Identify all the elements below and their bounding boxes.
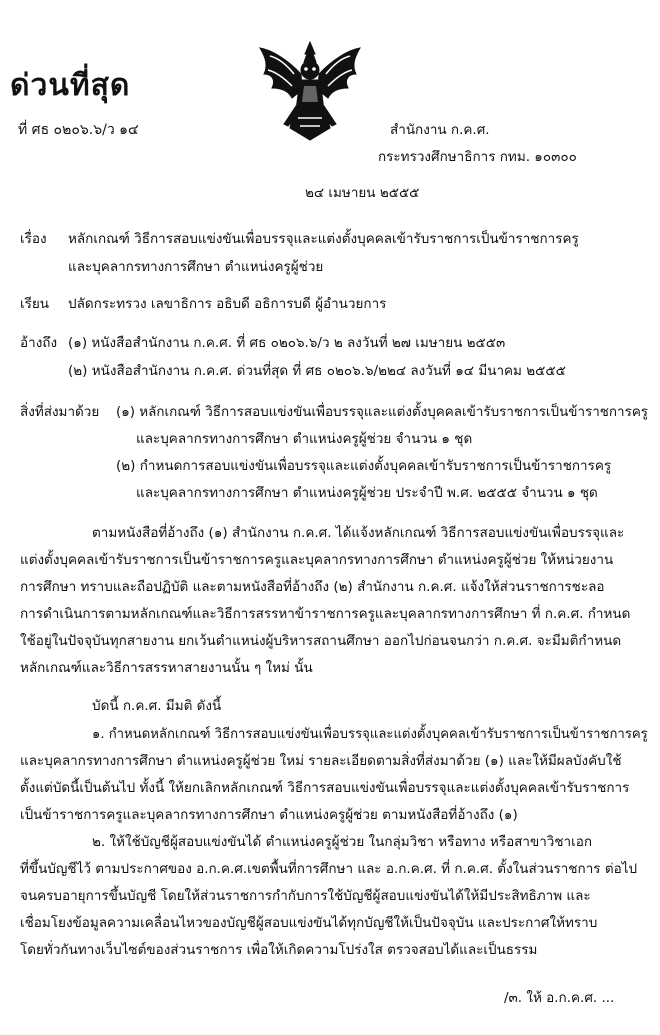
reference-item-2: (๒) หนังสือสำนักงาน ก.ค.ศ. ด่วนที่สุด ที่ ศธ ๐๒๐๖.๖/๒๒๔ ลงวันที่ ๑๔ มีนาคม ๒๕๕๕ [68, 363, 566, 379]
document-number: ที่ ศธ ๐๒๐๖.๖/ว ๑๔ [18, 122, 139, 138]
enclosure-item-1-line-1: (๑) หลักเกณฑ์ วิธีการสอบแข่งขันเพื่อบรรจุและแต่งตั้งบุคคลเข้ารับราชการเป็นข้าราชการครู [116, 404, 649, 420]
office-address: กระทรวงศึกษาธิการ กทม. ๑๐๓๐๐ [378, 149, 577, 165]
page-continuation: /๓. ให้ อ.ก.ค.ศ. ... [504, 990, 615, 1006]
item1-line-2: และบุคลากรทางการศึกษา ตำแหน่งครูผู้ช่วย ใหม่ รายละเอียดตามสิ่งที่ส่งมาด้วย (๑) และให้มีผลบังคับใช้ [20, 753, 622, 769]
enclosure-item-2-line-2: และบุคลากรทางการศึกษา ตำแหน่งครูผู้ช่วย ประจำปี พ.ศ. ๒๕๕๕ จำนวน ๑ ชุด [136, 485, 598, 501]
body-para1-line-4: การดำเนินการตามหลักเกณฑ์และวิธีการสรรหาข้าราชการครูและบุคลากรทางการศึกษา ที่ ก.ค.ศ. กำหนด [20, 606, 631, 622]
item2-line-3: จนครบอายุการขึ้นบัญชี โดยให้ส่วนราชการกำกับการใช้บัญชีผู้สอบแข่งขันได้ให้มีประสิทธิภาพ และ [20, 888, 591, 904]
item1-line-1: ๑. กำหนดหลักเกณฑ์ วิธีการสอบแข่งขันเพื่อบรรจุและแต่งตั้งบุคคลเข้ารับราชการเป็นข้าราชการครู [92, 726, 648, 742]
urgency-stamp: ด่วนที่สุด [10, 68, 131, 103]
item2-line-2: ที่ขึ้นบัญชีไว้ ตามประกาศของ อ.ก.ค.ศ.เขตพื้นที่การศึกษา และ อ.ก.ค.ศ. ที่ ก.ค.ศ. ตั้งในส่วนราชการ ต่อไป [20, 861, 638, 877]
enclosure-item-1-line-2: และบุคลากรทางการศึกษา ตำแหน่งครูผู้ช่วย จำนวน ๑ ชุด [136, 431, 473, 447]
body-para1-line-1: ตามหนังสือที่อ้างถึง (๑) สำนักงาน ก.ค.ศ. ได้แจ้งหลักเกณฑ์ วิธีการสอบแข่งขันเพื่อบรรจุและ [92, 525, 625, 541]
item1-line-3: ตั้งแต่บัดนี้เป็นต้นไป ทั้งนี้ ให้ยกเลิกหลักเกณฑ์ วิธีการสอบแข่งขันเพื่อบรรจุและแต่งตั้งบุคคลเข้ารับราชการ [20, 780, 630, 796]
subject-line-1: หลักเกณฑ์ วิธีการสอบแข่งขันเพื่อบรรจุและแต่งตั้งบุคคลเข้ารับราชการเป็นข้าราชการครู [68, 231, 579, 247]
item2-line-4: เชื่อมโยงข้อมูลความเคลื่อนไหวของบัญชีผู้สอบแข่งขันได้ทุกบัญชีให้เป็นปัจจุบัน และประกาศให้ทราบ [20, 915, 598, 931]
body-para1-line-6: หลักเกณฑ์และวิธีการสรรหาสายงานนั้น ๆ ใหม่ นั้น [20, 660, 313, 676]
recipient-label: เรียน [20, 296, 50, 312]
recipient-text: ปลัดกระทรวง เลขาธิการ อธิบดี อธิการบดี ผู้อำนวยการ [68, 296, 387, 312]
item2-line-5: โดยทั่วกันทางเว็บไซต์ของส่วนราชการ เพื่อให้เกิดความโปร่งใส ตรวจสอบได้และเป็นธรรม [20, 942, 538, 958]
office-name: สำนักงาน ก.ค.ศ. [390, 122, 490, 138]
garuda-emblem-icon [258, 40, 362, 142]
document-date: ๒๔ เมษายน ๒๕๕๕ [305, 185, 420, 201]
body-para1-line-2: แต่งตั้งบุคคลเข้ารับราชการเป็นข้าราชการครูและบุคลากรทางการศึกษา ตำแหน่งครูผู้ช่วย ให้หน่วยงาน [20, 552, 614, 568]
body-para1-line-3: การศึกษา ทราบและถือปฏิบัติ และตามหนังสือที่อ้างถึง (๒) สำนักงาน ก.ค.ศ. แจ้งให้ส่วนราชการชะลอ [20, 579, 605, 595]
item1-line-4: เป็นข้าราชการครูและบุคลากรทางการศึกษา ตำแหน่งครูผู้ช่วย ตามหนังสือที่อ้างถึง (๑) [20, 807, 518, 823]
subject-label: เรื่อง [20, 231, 47, 247]
subject-line-2: และบุคลากรทางการศึกษา ตำแหน่งครูผู้ช่วย [68, 259, 324, 275]
enclosure-item-2-line-1: (๒) กำหนดการสอบแข่งขันเพื่อบรรจุและแต่งตั้งบุคคลเข้ารับราชการเป็นข้าราชการครู [116, 458, 612, 474]
resolution-intro: บัดนี้ ก.ค.ศ. มีมติ ดังนี้ [92, 698, 222, 714]
reference-item-1: (๑) หนังสือสำนักงาน ก.ค.ศ. ที่ ศธ ๐๒๐๖.๖/ว ๒ ลงวันที่ ๒๗ เมษายน ๒๕๕๓ [68, 335, 506, 351]
references-label: อ้างถึง [20, 335, 58, 351]
item2-line-1: ๒. ให้ใช้บัญชีผู้สอบแข่งขันได้ ตำแหน่งครูผู้ช่วย ในกลุ่มวิชา หรือทาง หรือสาขาวิชาเอก [92, 834, 593, 850]
enclosures-label: สิ่งที่ส่งมาด้วย [20, 404, 100, 420]
body-para1-line-5: ใช้อยู่ในปัจจุบันทุกสายงาน ยกเว้นตำแหน่งผู้บริหารสถานศึกษา ออกไปก่อนจนกว่า ก.ค.ศ. จะมีมติกำหนด [20, 633, 622, 649]
